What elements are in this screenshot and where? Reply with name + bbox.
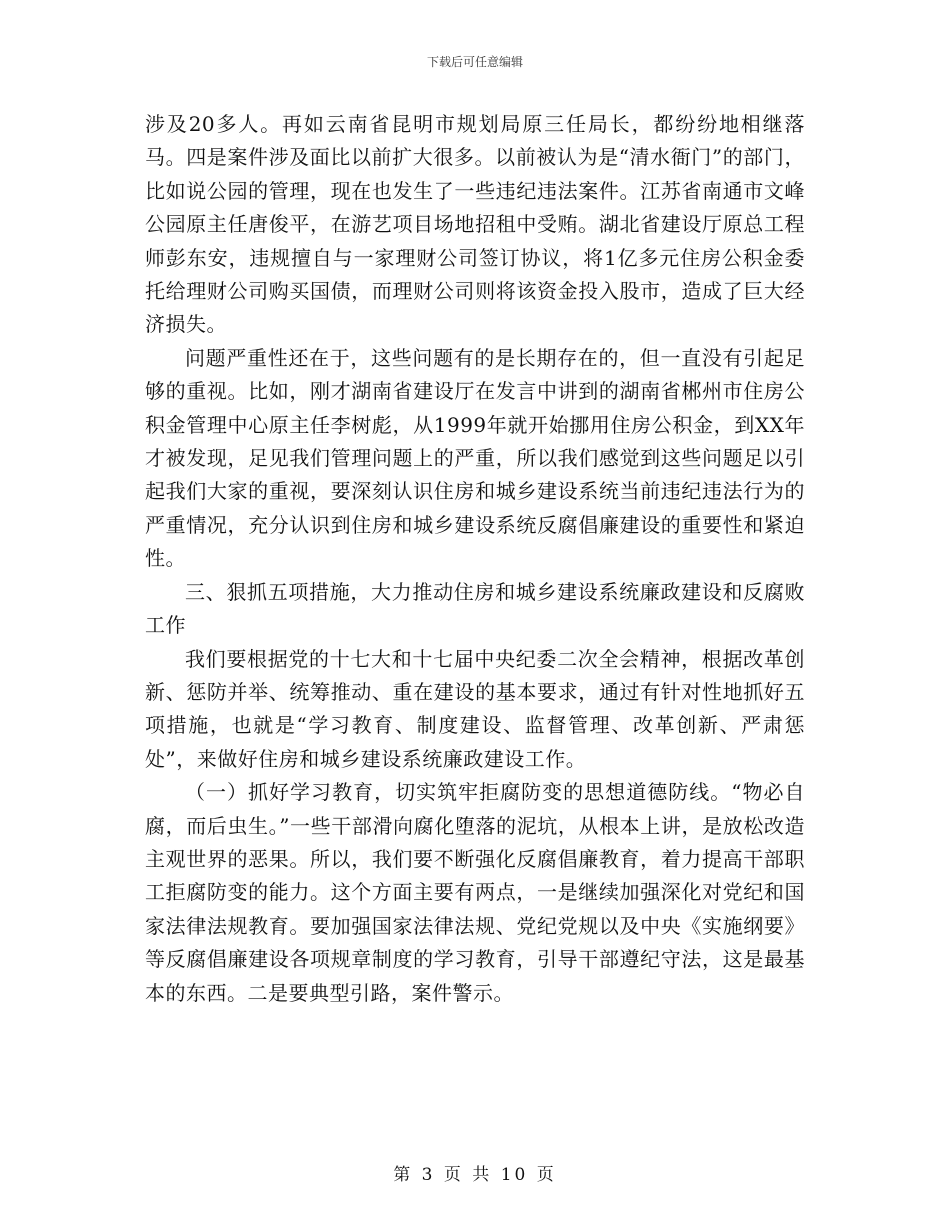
paragraph-4: 我们要根据党的十七大和十七届中央纪委二次全会精神，根据改革创新、惩防并举、统筹推动、重在建设的基本要求，通过有针对性地抓好五项措施，也就是“学习教育、制度建设、监督管理、改革创新、严肃惩处”，来做好住房和城乡建设系统廉政建设工作。 [145,646,805,771]
paragraph-1: 涉及20多人。再如云南省昆明市规划局原三任局长，都纷纷地相继落马。四是案件涉及面比以前扩大很多。以前被认为是“清水衙门”的部门，比如说公园的管理，现在也发生了一些违纪违法案件。江苏省南通市文峰公园原主任唐俊平，在游艺项目场地招租中受贿。湖北省建设厅原总工程师彭东安，违规擅自与一家理财公司签订协议，将1亿多元住房公积金委托给理财公司购买国债，而理财公司则将该资金投入股市，造成了巨大经济损失。 [145,112,805,337]
page-header: 下载后可任意编辑 [426,55,523,69]
document-body [145,108,805,1010]
section-heading-3: 三、狠抓五项措施，大力推动住房和城乡建设系统廉政建设和反腐败工作 [145,579,805,638]
paragraph-5: （一）抓好学习教育，切实筑牢拒腐防变的思想道德防线。“物必自腐，而后虫生。”一些干部滑向腐化堕落的泥坑，从根本上讲，是放松改造主观世界的恶果。所以，我们要不断强化反腐倡廉教育，着力提高干部职工拒腐防变的能力。这个方面主要有两点，一是继续加强深化对党纪和国家法律法规教育。要加强国家法律法规、党纪党规以及中央《实施纲要》等反腐倡廉建设各项规章制度的学习教育，引导干部遵纪守法，这是最基本的东西。二是要典型引路，案件警示。 [145,780,805,1005]
page-number: 第 3 页 共 10 页 [393,1165,557,1185]
paragraph-2: 问题严重性还在于，这些问题有的是长期存在的，但一直没有引起足够的重视。比如，刚才湖南省建设厅在发言中讲到的湖南省郴州市住房公积金管理中心原主任李树彪，从1999年就开始挪用住房公积金，到XX年才被发现，足见我们管理问题上的严重，所以我们感觉到这些问题足以引起我们大家的重视，要深刻认识住房和城乡建设系统当前违纪违法行为的严重情况，充分认识到住房和城乡建设系统反腐倡廉建设的重要性和紧迫性。 [145,345,805,571]
